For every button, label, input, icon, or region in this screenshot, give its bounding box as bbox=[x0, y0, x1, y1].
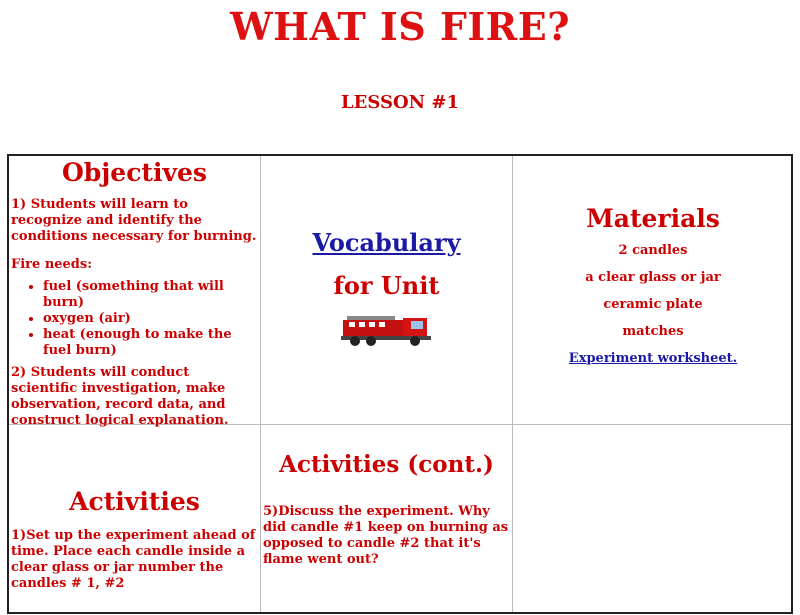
fire-truck-icon bbox=[341, 312, 433, 348]
material-item: matches bbox=[622, 324, 684, 339]
objective-1: 1) Students will learn to recognize and identify the conditions necessary for burning. bbox=[11, 197, 257, 244]
materials-heading: Materials bbox=[586, 204, 720, 233]
vocabulary-link[interactable]: Vocabulary bbox=[312, 228, 461, 257]
fire-needs-label: Fire needs: bbox=[11, 257, 93, 272]
activities-heading: Activities bbox=[69, 487, 200, 516]
material-item: a clear glass or jar bbox=[585, 270, 721, 285]
activities-cont-cell bbox=[261, 425, 512, 615]
list-item: • heat (enough to make the fuel burn) bbox=[43, 327, 258, 359]
experiment-worksheet-link[interactable]: Experiment worksheet. bbox=[568, 351, 738, 366]
objectives-cell bbox=[9, 156, 260, 428]
activities-cell bbox=[9, 425, 260, 615]
page-title: WHAT IS FIRE? bbox=[229, 4, 570, 49]
vocabulary-cell bbox=[261, 156, 512, 424]
fire-needs-list bbox=[11, 279, 258, 359]
vocabulary-subtitle: for Unit bbox=[333, 271, 440, 300]
empty-cell bbox=[513, 425, 793, 615]
list-item: • oxygen (air) bbox=[43, 311, 258, 327]
materials-cell bbox=[513, 156, 793, 424]
list-item: • fuel (something that will burn) bbox=[43, 279, 258, 311]
objectives-heading: Objectives bbox=[62, 158, 207, 187]
material-item: 2 candles bbox=[618, 243, 688, 258]
activity-1: 1)Set up the experiment ahead of time. Place each candle inside a clear glass or jar number the candles # 1, #2 bbox=[11, 528, 256, 591]
objective-2: 2) Students will conduct scientific investigation, make observation, record data, and construct logical explanation. bbox=[11, 365, 229, 428]
lesson-table bbox=[7, 154, 793, 614]
material-item: ceramic plate bbox=[603, 297, 703, 312]
activity-5: 5)Discuss the experiment. Why did candle #1 keep on burning as opposed to candle #2 that it's flame went out? bbox=[263, 504, 509, 567]
activities-cont-heading: Activities (cont.) bbox=[279, 451, 494, 478]
lesson-subtitle: LESSON #1 bbox=[341, 92, 459, 113]
